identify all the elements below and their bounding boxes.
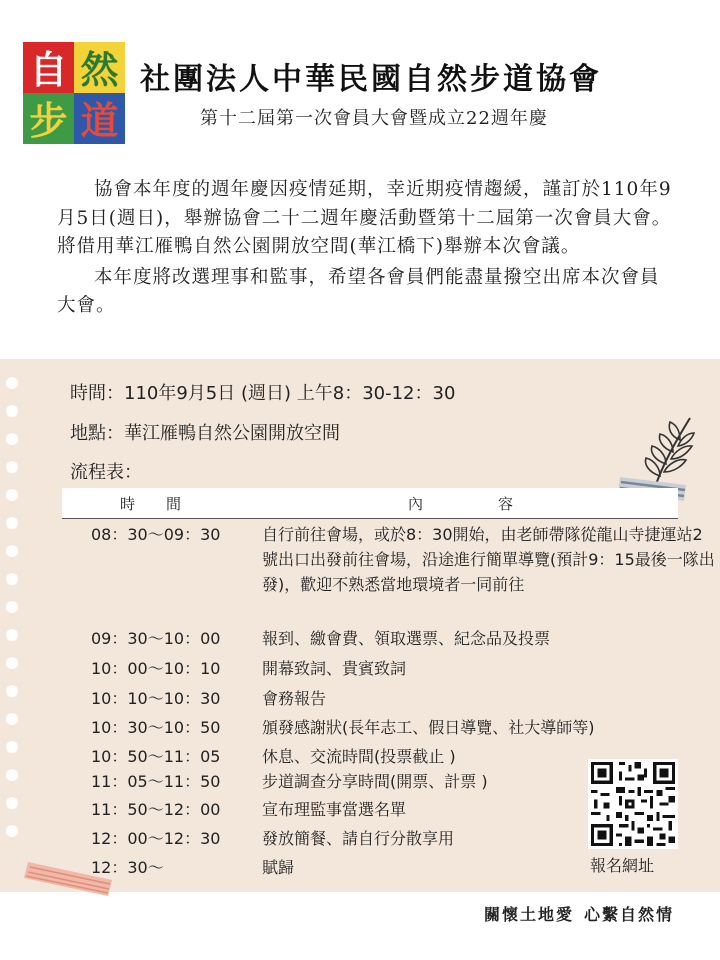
intro-text [57,176,675,321]
binder-hole [6,545,18,557]
binder-hole [6,573,18,585]
qr-code-icon[interactable] [588,759,678,849]
binder-hole [6,685,18,697]
binder-hole [6,657,18,669]
intro-paragraph: 協會本年度的週年慶因疫情延期，幸近期疫情趨緩，謹訂於110年9月5日(週日)，舉辦協會二十二週年慶活動暨第十二屆第一次會員大會。將借用華江雁鴨自然公園開放空間(華江橋下)舉辦本次會議。 [57,179,672,257]
row-time: 10：50～11：05 [91,747,221,766]
binder-hole [6,797,18,809]
slogan-part: 心繫自然情 [584,905,675,924]
binder-hole [6,713,18,725]
row-time: 11：05～11：50 [91,772,221,791]
row-time: 11：50～12：00 [91,800,221,819]
binder-hole [6,433,18,445]
header-time: 時 間 [120,495,183,513]
logo-char-2: 然 [80,48,119,92]
row-content: 會務報告 [262,689,327,708]
row-content: 發放簡餐、請自行分散享用 [262,829,455,848]
row-content: 休息、交流時間(投票截止 ) [262,747,456,766]
row-content: 賦歸 [262,858,295,877]
row-content: 報到、繳會費、領取選票、紀念品及投票 [262,629,551,648]
row-time: 12：30～ [91,858,164,877]
row-content: 自行前往會場，或於8：30開始，由老師帶隊從龍山寺捷運站2號出口出發前往會場，沿途進行簡單導覽(預計9：15最後一隊出發)，歡迎不熟悉當地環境者一同前往 [262,525,715,594]
binder-hole [6,601,18,613]
binder-hole [6,825,18,837]
slogan-part: 關懷土地愛 [484,905,575,924]
organization-name: 社團法人中華民國自然步道協會 [140,62,602,97]
event-subtitle: 第十二屆第一次會員大會暨成立22週年慶 [200,108,548,129]
row-time: 09：30～10：00 [91,629,221,648]
event-place: 地點：華江雁鴨自然公園開放空間 [70,423,340,444]
header-content: 內 容 [408,495,515,513]
logo-char-4: 道 [80,99,119,143]
schedule-label: 流程表： [70,462,142,483]
signup-url-label: 報名網址 [590,856,655,875]
binder-hole [6,377,18,389]
row-time: 08：30～09：30 [91,525,221,544]
schedule-table-header [62,488,678,519]
binder-hole [6,461,18,473]
row-time: 10：10～10：30 [91,689,221,708]
binder-hole [6,769,18,781]
logo-char-3: 步 [29,99,68,143]
row-content: 宣布理監事當選名單 [262,800,407,819]
binder-hole [6,517,18,529]
tape-decoration [24,858,114,898]
intro-paragraph: 本年度將改選理事和監事，希望各會員們能盡量撥空出席本次會員大會。 [57,266,660,316]
binder-hole [6,629,18,641]
event-time: 時間：110年9月5日 (週日) 上午8：30-12：30 [70,383,456,404]
binder-hole [6,741,18,753]
row-content: 頒發感謝狀(長年志工、假日導覽、社大導師等) [262,718,595,737]
row-time: 10：30～10：50 [91,718,221,737]
row-time: 10：00～10：10 [91,659,221,678]
logo-char-1: 自 [29,48,68,92]
row-content: 步道調查分享時間(開票、計票 ) [262,772,488,791]
footer-slogan [484,902,674,925]
row-time: 12：00～12：30 [91,829,221,848]
row-content: 開幕致詞、貴賓致詞 [262,659,407,678]
binder-hole [6,489,18,501]
binder-hole [6,405,18,417]
association-logo [23,42,125,144]
